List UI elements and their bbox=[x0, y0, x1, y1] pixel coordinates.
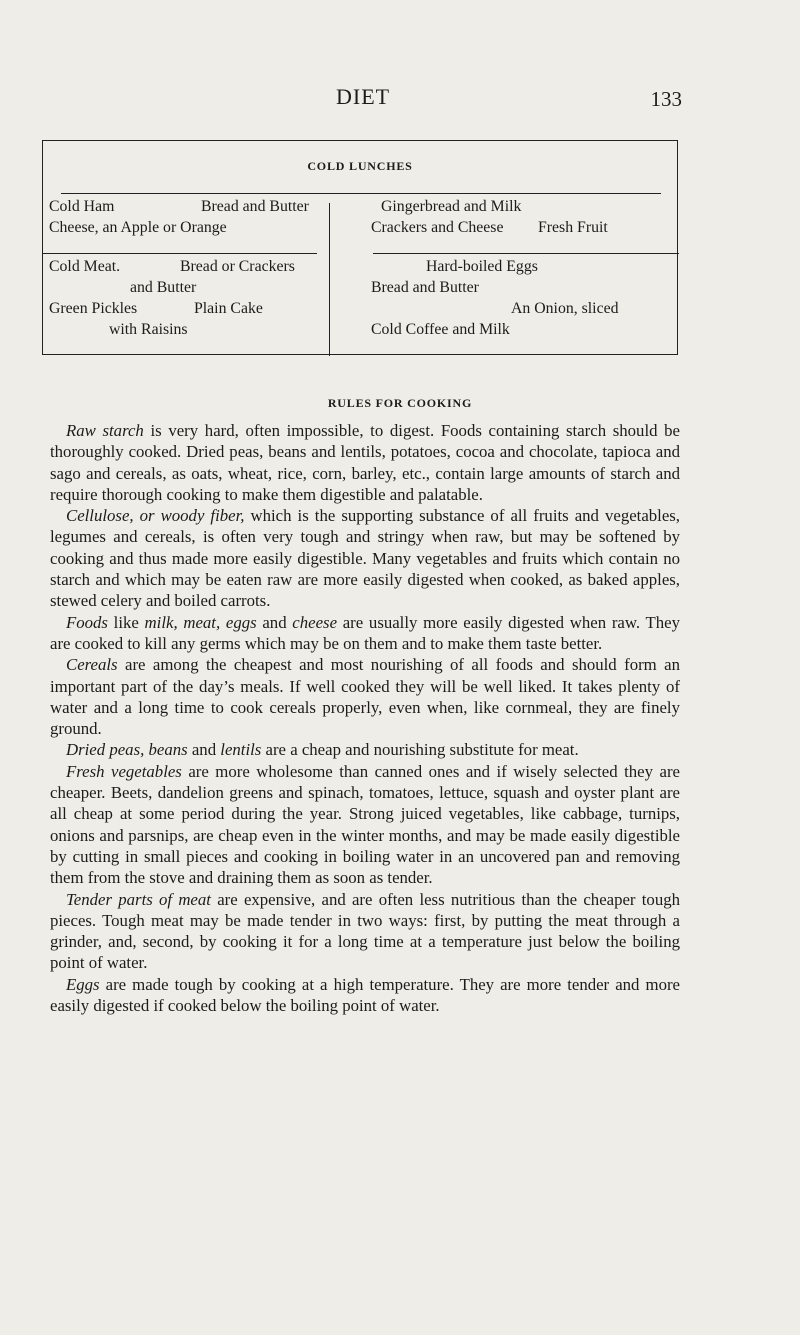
menu-item: Bread or Crackers bbox=[180, 258, 295, 275]
paragraph-text: and bbox=[187, 740, 221, 760]
menu-line bbox=[49, 256, 324, 277]
page-header bbox=[0, 84, 800, 114]
lunch-cell-left-top bbox=[49, 196, 324, 238]
menu-line bbox=[371, 277, 671, 298]
menu-line bbox=[371, 217, 671, 238]
menu-line bbox=[371, 196, 671, 217]
lead-term: Cereals bbox=[66, 655, 118, 675]
paragraph-cereals bbox=[50, 654, 680, 739]
lead-term: Tender parts of meat bbox=[66, 889, 211, 909]
lead-term: cheese bbox=[292, 612, 338, 632]
table-title: COLD LUNCHES bbox=[307, 159, 413, 173]
menu-line bbox=[49, 196, 324, 217]
menu-line bbox=[371, 298, 671, 319]
menu-item: An Onion, sliced bbox=[511, 300, 619, 317]
menu-line bbox=[49, 277, 324, 298]
menu-item: Bread and Butter bbox=[371, 279, 479, 296]
paragraph-text: is very hard, often impossible, to digest. Foods containing starch should be thoroughly cooked. Dried peas, beans and lentils, potatoes, cocoa and chocolate, tapioca and sago and cereals, as oats, wheat, rice, corn, barley, etc., contain large amounts of starch and require thorough cooking to make them digestible and palatable. bbox=[50, 421, 680, 504]
menu-item: Gingerbread and Milk bbox=[381, 198, 522, 215]
paragraph-text: which is the supporting substance of all fruits and vegetables, legumes and cereals, is often very tough and stringy when raw, but may be softened by cooking and thus made more easily digestible. Many vegetables and fruits which contain no starch and which may be eaten raw are more easily digested when cooked, as baked apples, stewed celery and boiled carrots. bbox=[50, 506, 681, 611]
menu-line bbox=[371, 256, 671, 277]
menu-item: Bread and Butter bbox=[201, 198, 309, 215]
menu-item: and Butter bbox=[130, 279, 197, 296]
menu-item: Green Pickles bbox=[49, 300, 138, 317]
paragraph-fresh-vegetables bbox=[50, 761, 680, 889]
paragraph-eggs bbox=[50, 974, 680, 1017]
cold-lunches-table bbox=[42, 140, 678, 355]
section-title: RULES FOR COOKING bbox=[327, 396, 473, 410]
paragraph-text: are a cheap and nourishing substitute for meat. bbox=[261, 740, 579, 760]
paragraph-text: are expensive, and are often less nutritious than the cheaper tough pieces. Tough meat may be made tender in two ways: first, by putting the meat through a grinder, and, second, by cooking it for a long time at a temperature just below the boiling point of water. bbox=[50, 889, 680, 973]
paragraph-raw-starch bbox=[50, 420, 680, 505]
lunch-cell-left-bottom bbox=[49, 256, 324, 340]
lead-term: Foods bbox=[66, 612, 108, 632]
menu-item: Hard-boiled Eggs bbox=[426, 258, 538, 275]
lead-term: Eggs bbox=[66, 974, 100, 994]
running-head: DIET bbox=[336, 84, 391, 109]
lead-term: Cellulose, or woody fiber, bbox=[66, 506, 245, 526]
table-middle-rule-left bbox=[43, 253, 317, 254]
table-middle-rule-right bbox=[373, 253, 679, 254]
menu-line bbox=[49, 298, 324, 319]
paragraph-foods bbox=[50, 612, 680, 655]
lead-term: Fresh vegetables bbox=[66, 761, 182, 781]
paragraph-text: are made tough by cooking at a high temperature. They are more tender and more easily digested if cooked below the boiling point of water. bbox=[50, 974, 680, 1016]
lead-term: milk, meat, eggs bbox=[144, 612, 257, 632]
paragraph-text: are more wholesome than canned ones and if wisely selected they are cheaper. Beets, dandelion greens and spinach, tomatoes, lettuce, squash and oyster plant are all cheap at some period during the year. Strong juiced vegetables, like cabbage, turnips, onions and parsnips, are cheap even in the winter months, and may be made easily digestible by cutting in small pieces and cooking in boiling water in an uncovered pan and removing them from the stove and draining them as soon as tender. bbox=[50, 761, 680, 888]
paragraph-text: are among the cheapest and most nourishing of all foods and should form an important part of the day’s meals. If well cooked they will be well liked. It takes plenty of water and a long time to cook cereals properly, even when, like cornmeal, they are finely ground. bbox=[50, 655, 680, 739]
menu-item: with Raisins bbox=[109, 321, 188, 338]
lunch-cell-right-bottom bbox=[371, 256, 671, 340]
menu-item: Cheese, an Apple or Orange bbox=[49, 219, 227, 236]
menu-item: Crackers and Cheese bbox=[371, 219, 504, 236]
menu-line bbox=[49, 319, 324, 340]
menu-item: Cold Ham bbox=[49, 198, 115, 215]
menu-item: Plain Cake bbox=[194, 300, 263, 317]
paragraph-dried-peas bbox=[50, 739, 680, 760]
menu-item: Cold Coffee and Milk bbox=[371, 321, 510, 338]
table-top-rule bbox=[61, 193, 661, 194]
lead-term: Raw starch bbox=[66, 421, 144, 440]
paragraph-text: like bbox=[107, 612, 145, 632]
lead-term: Dried peas, beans bbox=[66, 740, 188, 760]
paragraph-cellulose bbox=[50, 505, 680, 611]
table-divider bbox=[329, 203, 330, 356]
paragraph-text: and bbox=[256, 612, 293, 632]
page-number: 133 bbox=[650, 87, 682, 111]
paragraph-tender-meat bbox=[50, 889, 680, 974]
lunch-cell-right-top bbox=[371, 196, 671, 238]
menu-line bbox=[371, 319, 671, 340]
menu-item: Cold Meat. bbox=[49, 258, 121, 275]
rules-body bbox=[50, 420, 680, 1016]
paragraph-text: are usually more easily digested when raw. They are cooked to kill any germs which may be on them and to make them taste better. bbox=[50, 612, 680, 653]
lead-term: lentils bbox=[220, 740, 262, 760]
menu-line bbox=[49, 217, 324, 238]
menu-item: Fresh Fruit bbox=[538, 219, 608, 236]
